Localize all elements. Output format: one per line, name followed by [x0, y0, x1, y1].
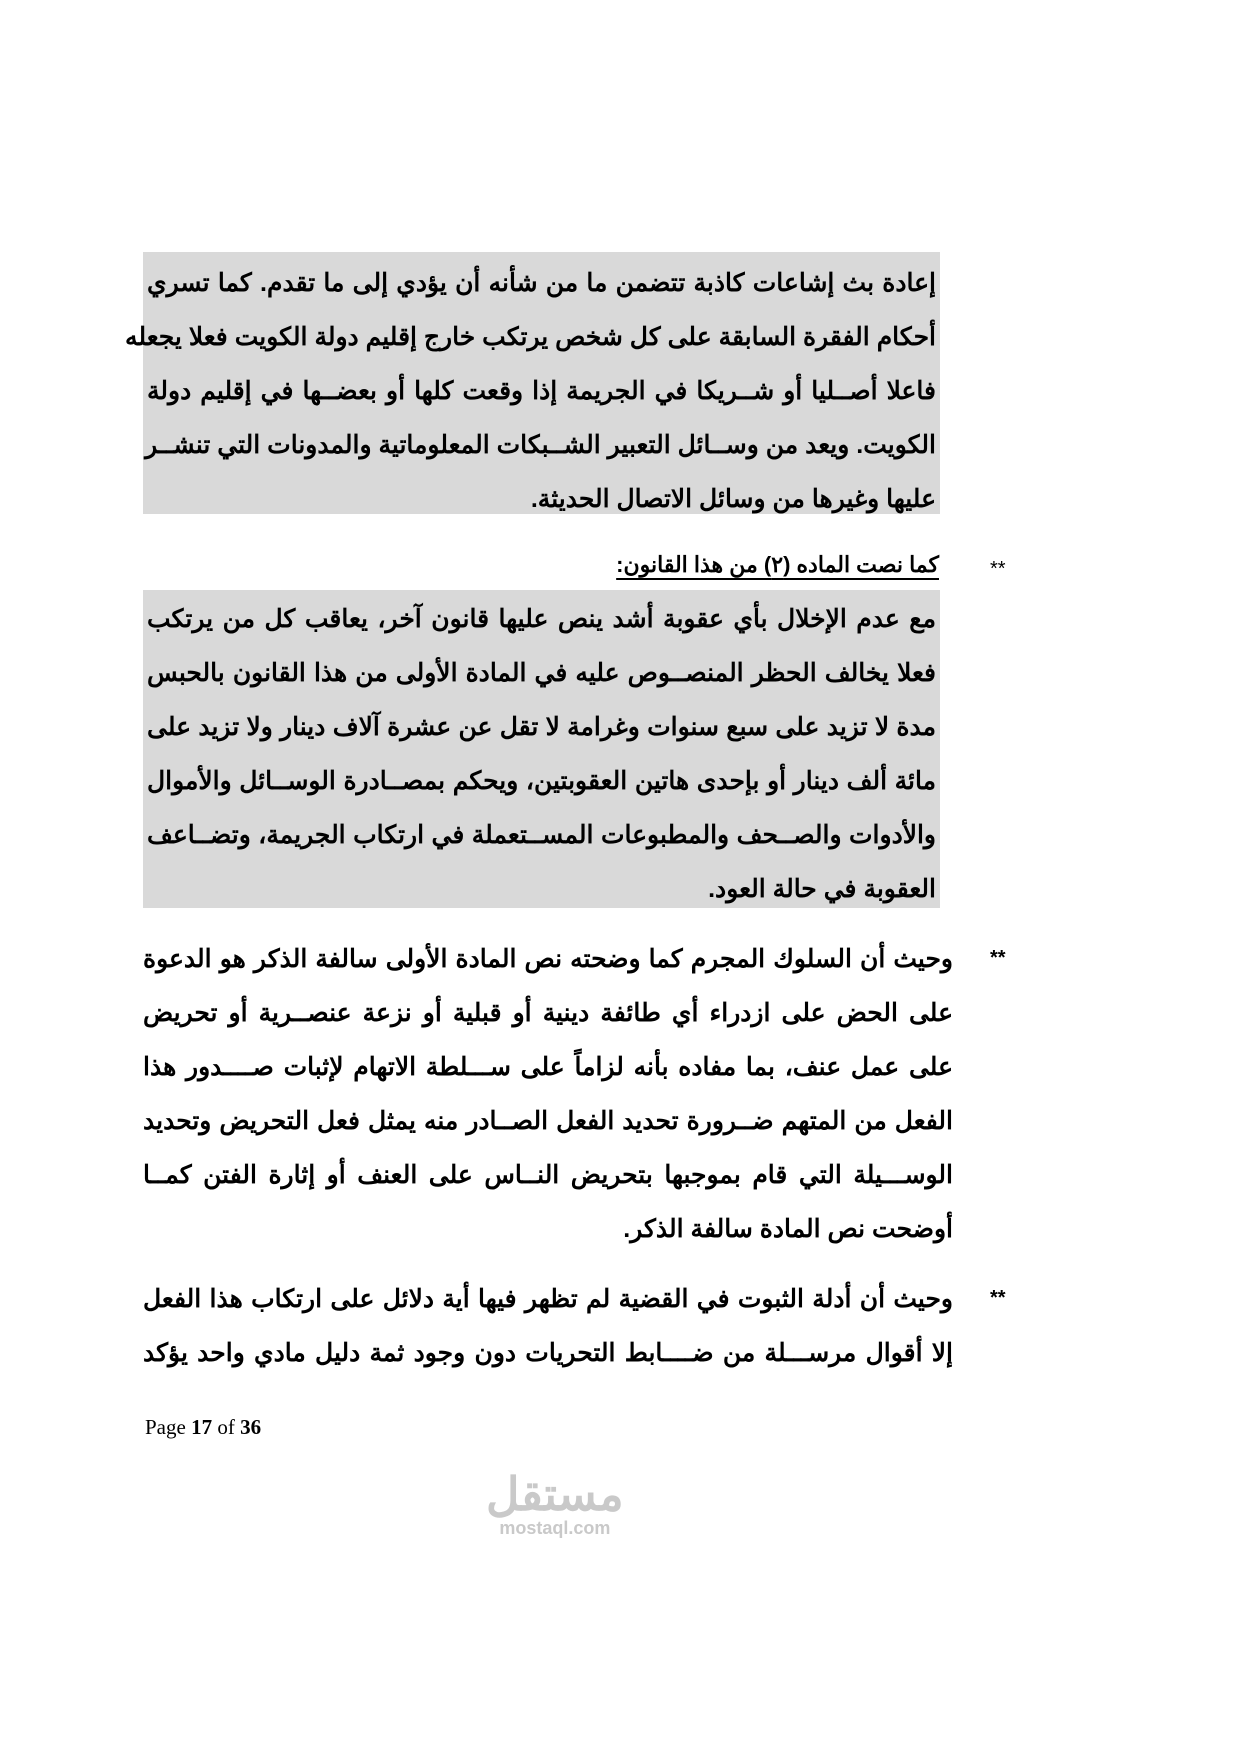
paragraph-4 — [143, 1272, 953, 1380]
text-line: والأدوات والصــحف والمطبوعات المســتعملة في ارتكاب الجريمة، وتضــاعف — [147, 821, 936, 849]
text-line: على الحض على ازدراء أي طائفة دينية أو قبلية أو نزعة عنصــرية أو تحريض — [143, 999, 953, 1027]
text-line: العقوبة في حالة العود. — [708, 875, 936, 903]
text-line: الفعل من المتهم ضــرورة تحديد الفعل الصــادر منه يمثل فعل التحريض وتحديد — [143, 1107, 954, 1135]
quoted-block-2 — [143, 590, 940, 908]
text-line: على عمل عنف، بما مفاده بأنه لزاماً على ســـلطة الاتهام لإثبات صــــدور هذا — [143, 1053, 953, 1081]
text-line: فعلا يخالف الحظر المنصــوص عليه في المادة الأولى من هذا القانون بالحبس — [147, 659, 936, 687]
section-heading: كما نصت الماده (٢) من هذا القانون: — [616, 552, 939, 577]
watermark-latin: mostaql.com — [499, 1518, 611, 1538]
text-line: الكويت. ويعد من وســائل التعبير الشــبكات المعلوماتية والمدونات التي تنشــر — [145, 431, 936, 459]
quoted-block-1 — [125, 252, 940, 514]
text-line: أحكام الفقرة السابقة على كل شخص يرتكب خارج إقليم دولة الكويت فعلا يجعله — [125, 323, 936, 351]
text-line: مع عدم الإخلال بأي عقوبة أشد ينص عليها قانون آخر، يعاقب كل من يرتكب — [147, 605, 936, 633]
text-line: مائة ألف دينار أو بإحدى هاتين العقوبتين، ويحكم بمصــادرة الوســائل والأموال — [147, 767, 936, 795]
bullet-stars: ** — [990, 1287, 1006, 1309]
current-page: 17 — [191, 1415, 213, 1439]
text-line: وحيث أن أدلة الثبوت في القضية لم تظهر فيها أية دلائل على ارتكاب هذا الفعل — [143, 1285, 953, 1313]
text-line: إلا أقوال مرســـلة من ضــــابط التحريات دون وجود ثمة دليل مادي واحد يؤكد — [143, 1339, 953, 1367]
text-line: إعادة بث إشاعات كاذبة تتضمن ما من شأنه أن يؤدي إلى ما تقدم. كما تسري — [147, 269, 936, 297]
total-pages: 36 — [240, 1415, 262, 1439]
of-label: of — [212, 1415, 241, 1439]
text-line: مدة لا تزيد على سبع سنوات وغرامة لا تقل عن عشرة آلاف دينار ولا تزيد على — [147, 713, 936, 741]
page-number — [145, 1415, 261, 1440]
page-label: Page — [145, 1415, 192, 1439]
bullet-stars: ** — [990, 947, 1006, 969]
watermark-arabic: مستقل — [486, 1468, 624, 1520]
bullet-stars: ** — [990, 558, 1006, 580]
paragraph-3 — [143, 932, 953, 1256]
text-line: عليها وغيرها من وسائل الاتصال الحديثة. — [530, 485, 936, 513]
text-line: الوســـيلة التي قام بموجبها بتحريض النــاس على العنف أو إثارة الفتن كمــا — [143, 1161, 953, 1189]
text-line: وحيث أن السلوك المجرم كما وضحته نص المادة الأولى سالفة الذكر هو الدعوة — [143, 945, 953, 973]
text-line: فاعلا أصــليا أو شــريكا في الجريمة إذا وقعت كلها أو بعضــها في إقليم دولة — [147, 377, 936, 405]
text-line: أوضحت نص المادة سالفة الذكر. — [623, 1215, 953, 1243]
watermark-logo — [486, 1470, 624, 1539]
